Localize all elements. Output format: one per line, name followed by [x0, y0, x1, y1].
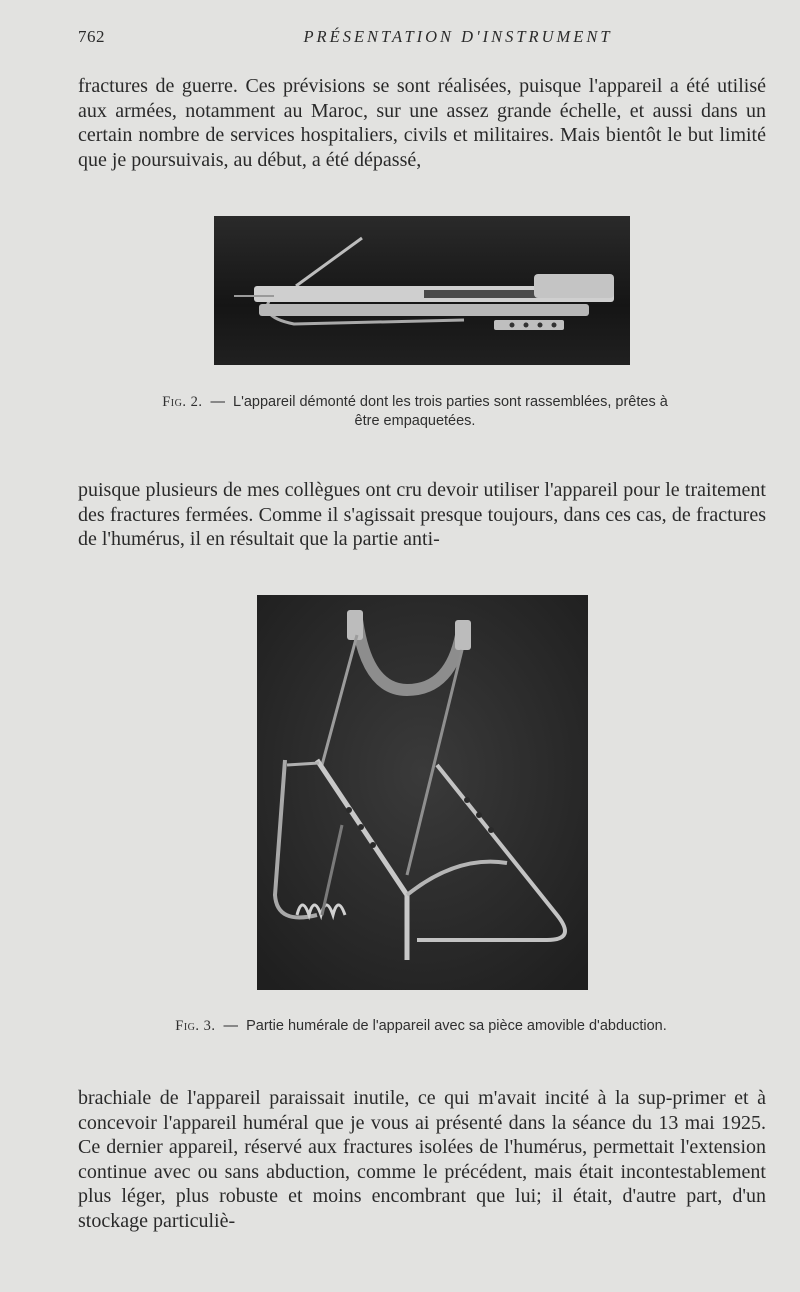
page-number: 762: [78, 27, 105, 46]
figure-2-label: Fig. 2.: [162, 394, 203, 410]
figure-2-caption: [150, 393, 680, 431]
running-title: PRÉSENTATION D'INSTRUMENT: [303, 27, 613, 46]
figure-2-photo: [214, 216, 630, 365]
figure-3-label: Fig. 3.: [175, 1018, 216, 1034]
figure-3-dash: —: [223, 1018, 239, 1034]
body-paragraph-1: fractures de guerre. Ces prévisions se sont réalisées, puisque l'appareil a été utilisé aux armées, notamment au Maroc, sur une assez grande échelle, et aussi dans un certain nombre de services hospitaliers, civils et militaires. Mais bientôt le but limité que je poursuivais, au début, a été dépassé,: [78, 75, 766, 171]
figure-3-photo: [257, 595, 588, 990]
page-header: [78, 27, 768, 53]
disassembled-apparatus-image: [214, 216, 630, 365]
figure-2-caption-text: L'appareil démonté dont les trois parties sont rassemblées, prêtes à être empaquetées.: [233, 394, 668, 429]
humeral-apparatus-image: [257, 595, 588, 990]
figure-3-caption-text: Partie humérale de l'appareil avec sa pièce amovible d'abduction.: [246, 1018, 667, 1034]
body-paragraph-3: brachiale de l'appareil paraissait inutile, ce qui m'avait incité à la sup-primer et à concevoir l'appareil huméral que je vous ai présenté dans la séance du 13 mai 1925. Ce dernier appareil, réservé aux fractures isolées de l'humérus, permettait l'extension continue avec ou sans abduction, comme le précédent, mais était incontestablement plus léger, plus robuste et moins encombrant que lui; il était, d'autre part, d'un stockage particuliè-: [78, 1087, 766, 1232]
body-paragraph-2: puisque plusieurs de mes collègues ont cru devoir utiliser l'appareil pour le traitement des fractures fermées. Comme il s'agissait presque toujours, dans ces cas, de fractures de l'humérus, il en résultait que la partie anti-: [78, 479, 766, 550]
figure-3-caption: [96, 1017, 746, 1036]
figure-2-dash: —: [210, 394, 225, 410]
